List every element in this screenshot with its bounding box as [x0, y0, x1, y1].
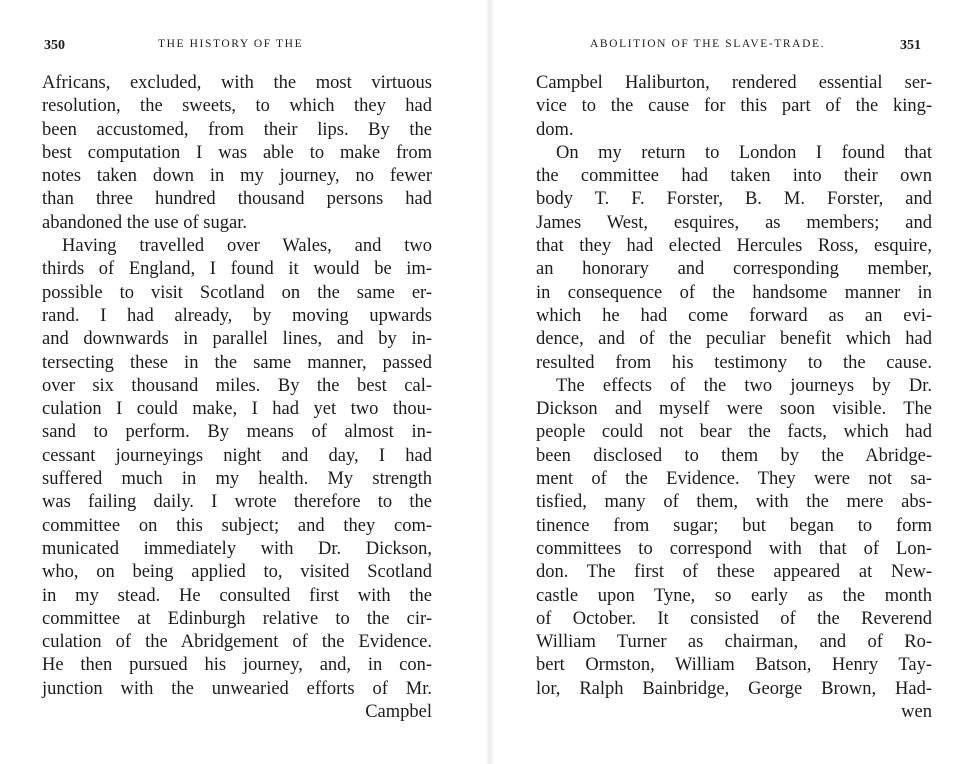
text-line: sand to perform. By means of almost in- [42, 422, 432, 443]
text-line: was failing daily. I wrote therefore to the [42, 492, 432, 513]
text-line: don. The first of these appeared at New- [536, 562, 932, 583]
text-line: which he had come forward as an evi- [536, 305, 932, 326]
text-line: James West, esquires, as members; and [536, 212, 932, 233]
text-line: dence, and of the peculiar benefit which had [536, 329, 932, 350]
text-line: of October. It consisted of the Reverend [536, 608, 932, 629]
text-line: possible to visit Scotland on the same er- [42, 282, 432, 303]
right-page-number: 351 [900, 38, 921, 53]
text-line: abandoned the use of sugar. [42, 212, 247, 233]
text-line: an honorary and corresponding member, [536, 259, 932, 280]
right-page-text [536, 72, 932, 724]
text-line: vice to the cause for this part of the king- [536, 96, 932, 117]
text-line: He then pursued his journey, and, in con- [42, 655, 432, 676]
text-line: dom. [536, 119, 574, 140]
text-line: committees to correspond with that of Lon- [536, 538, 932, 559]
text-line: best computation I was able to make from [42, 142, 432, 163]
right-page [490, 0, 980, 764]
text-line: resolution, the sweets, to which they had [42, 96, 432, 117]
text-line: ment of the Evidence. They were not sa- [536, 469, 932, 490]
text-line: rand. I had already, by moving upwards [42, 305, 432, 326]
text-line: notes taken down in my journey, no fewer [42, 166, 432, 187]
text-line: cessant journeyings night and day, I had [42, 445, 432, 466]
text-line: Having travelled over Wales, and two [62, 236, 432, 257]
text-line: bert Ormston, William Batson, Henry Tay- [536, 655, 932, 676]
text-line: culation I could make, I had yet two thou- [42, 399, 432, 420]
text-line: suffered much in my health. My strength [42, 469, 432, 490]
text-line: committee at Edinburgh relative to the cir- [42, 608, 432, 629]
text-line: over six thousand miles. By the best cal- [42, 375, 432, 396]
text-line: resulted from his testimony to the cause. [536, 352, 932, 373]
text-line: tisfied, many of them, with the mere abs- [536, 492, 932, 513]
text-line: The effects of the two journeys by Dr. [556, 375, 932, 396]
left-running-head: THE HISTORY OF THE [158, 38, 304, 50]
text-line: junction with the unwearied efforts of Mr. [42, 678, 432, 699]
text-line: Campbel Haliburton, rendered essential ser- [536, 73, 932, 93]
left-page-number: 350 [44, 38, 65, 53]
text-line: been disclosed to them by the Abridge- [536, 445, 932, 466]
text-line: and downwards in parallel lines, and by in- [42, 329, 432, 350]
text-line: in consequence of the handsome manner in [536, 282, 932, 303]
text-line: who, on being applied to, visited Scotland [42, 562, 432, 583]
text-line: Dickson and myself were soon visible. The [536, 399, 932, 420]
text-line: been accustomed, from their lips. By the [42, 119, 432, 140]
text-line: William Turner as chairman, and of Ro- [536, 632, 932, 653]
text-line: that they had elected Hercules Ross, esquire, [536, 236, 932, 257]
text-line: the committee had taken into their own [536, 166, 932, 187]
catchword: Campbel [365, 702, 432, 723]
text-line: Africans, excluded, with the most virtuous [42, 73, 432, 93]
text-line: lor, Ralph Bainbridge, George Brown, Had- [536, 678, 932, 699]
catchword: wen [901, 702, 932, 723]
text-line: people could not bear the facts, which had [536, 422, 932, 443]
text-line: municated immediately with Dr. Dickson, [42, 538, 432, 559]
text-line: committee on this subject; and they com- [42, 515, 432, 536]
text-line: tinence from sugar; but began to form [536, 515, 932, 536]
text-line: On my return to London I found that [556, 142, 932, 163]
text-line: thirds of England, I found it would be im- [42, 259, 432, 280]
right-running-head: ABOLITION OF THE SLAVE-TRADE. [590, 38, 826, 50]
text-line: culation of the Abridgement of the Evidence. [42, 632, 432, 653]
left-page-text [42, 72, 432, 724]
text-line: castle upon Tyne, so early as the month [536, 585, 932, 606]
text-line: than three hundred thousand persons had [42, 189, 432, 210]
text-line: in my stead. He consulted first with the [42, 585, 432, 606]
text-line: body T. F. Forster, B. M. Forster, and [536, 189, 932, 210]
text-line: tersecting these in the same manner, passed [42, 352, 432, 373]
